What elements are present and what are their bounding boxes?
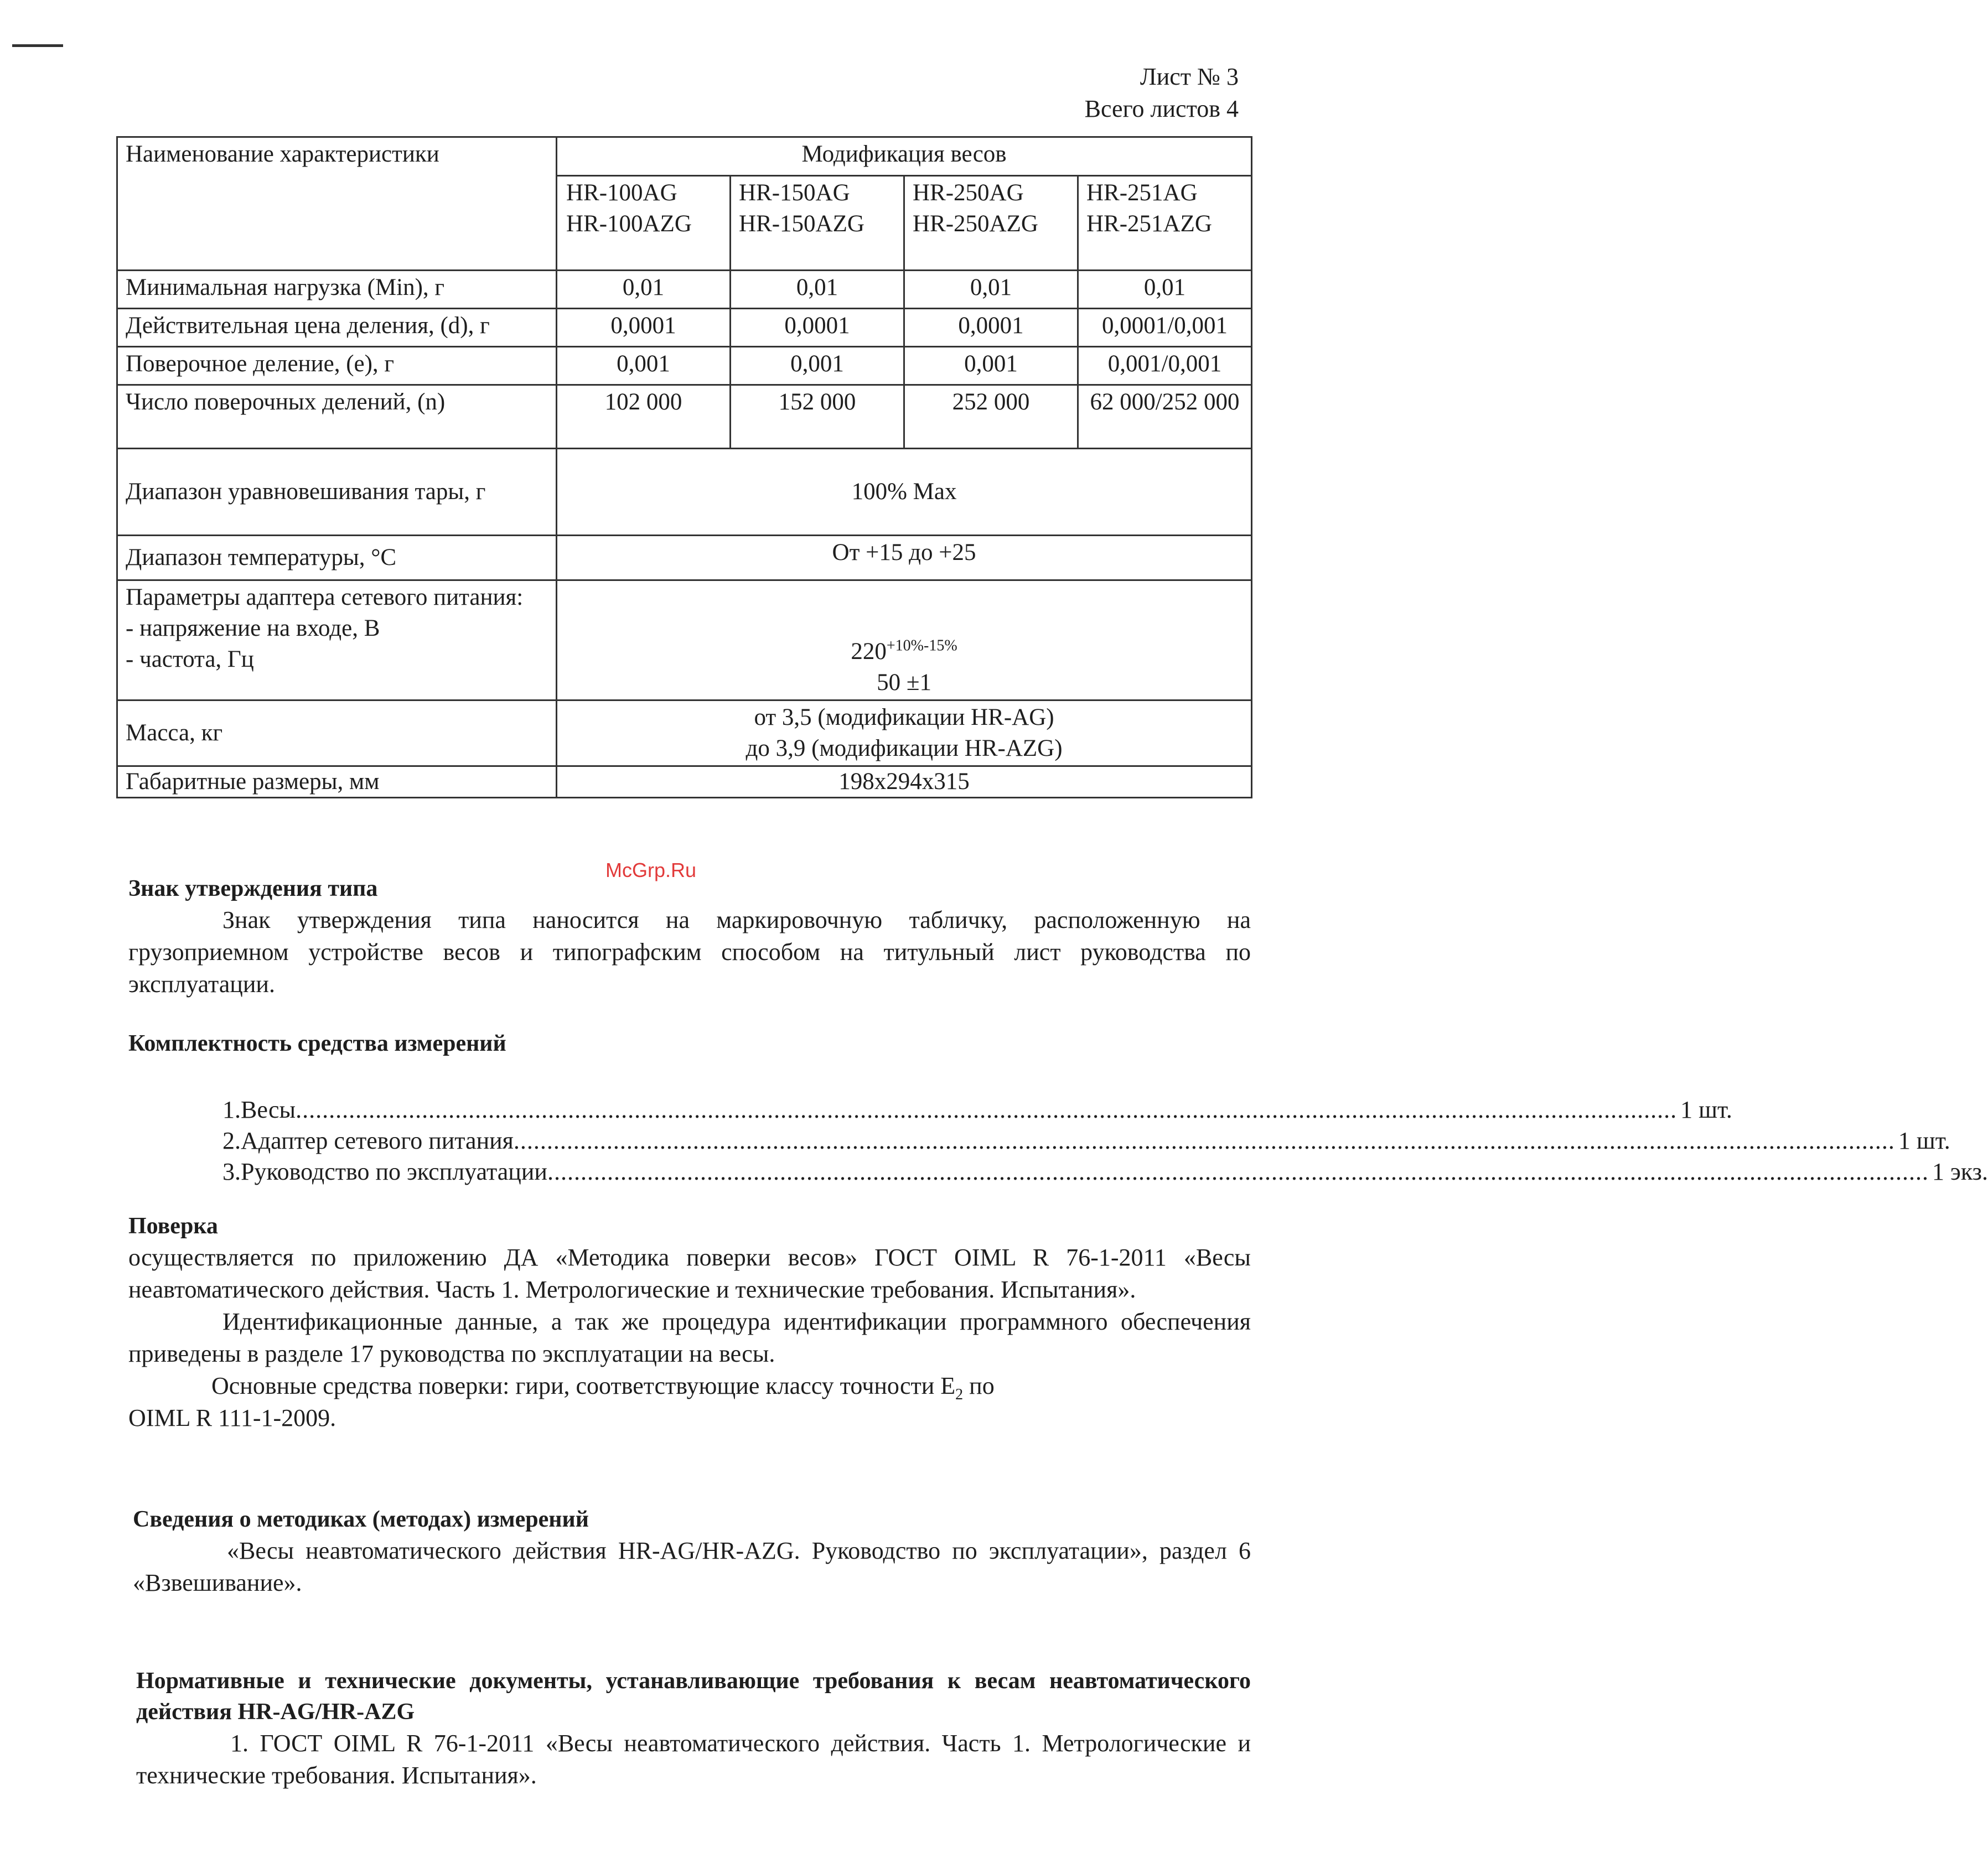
paragraph: OIML R 111-1-2009. <box>128 1404 336 1431</box>
cell-value: От +15 до +25 <box>557 536 1252 580</box>
sheet-info <box>1085 61 1239 125</box>
cell-value: от 3,5 (модификации HR-AG) до 3,9 (модификации HR-AZG) <box>557 700 1252 766</box>
paragraph: Основные средства поверки: гири, соответствующие классу точности $E_2$ по <box>211 1372 995 1403</box>
table-row <box>117 580 1252 700</box>
model-cell: HR-150AG HR-150AZG <box>731 176 904 271</box>
row-label: Действительная цена деления, (d), г <box>117 309 557 347</box>
total-sheets: Всего листов 4 <box>1084 95 1239 122</box>
cell-value: 198x294x315 <box>557 766 1252 798</box>
model-cell: HR-251AG HR-251AZG <box>1078 176 1252 271</box>
model-cell: HR-250AG HR-250AZG <box>904 176 1078 271</box>
dot-leader: ................................................................................................................................................................................................................ <box>547 1158 1929 1185</box>
sheet-number: Лист № 3 <box>1140 63 1239 90</box>
cell-value: 0,01 <box>731 271 904 309</box>
completeness-list <box>222 1094 1988 1187</box>
spec-table <box>116 136 1252 798</box>
list-item: 2. Адаптер сетевого питания ................................................................................................................................................................................................................ 1 шт. <box>222 1125 1251 1156</box>
cell-value: 0,0001 <box>731 309 904 347</box>
paragraph: «Весы неавтоматического действия HR-AG/HR-AZG. Руководство по эксплуатации», раздел 6 «Взвешивание». <box>133 1537 1251 1596</box>
corner-mark <box>12 44 63 47</box>
section-title: Комплектность средства измерений <box>128 1031 506 1056</box>
cell-value: 0,001 <box>557 347 731 385</box>
cell-value: 0,0001/0,001 <box>1078 309 1252 347</box>
model-cell: HR-100AG HR-100AZG <box>557 176 731 271</box>
table-row <box>117 309 1252 347</box>
paragraph: Знак утверждения типа наносится на маркировочную табличку, расположенную на грузоприемном устройстве весов и типографским способом на титульный лист руководства по эксплуатации. <box>128 906 1251 998</box>
cell-value: 252 000 <box>904 385 1078 449</box>
table-row <box>117 347 1252 385</box>
row-label: Масса, кг <box>117 700 557 766</box>
cell-value: 0,001 <box>904 347 1078 385</box>
table-row <box>117 385 1252 449</box>
watermark: McGrp.Ru <box>605 859 697 881</box>
table-header-row <box>117 137 1252 176</box>
modification-header-cell: Модификация весов <box>557 137 1252 176</box>
table-row <box>117 766 1252 798</box>
row-label: Диапазон температуры, °С <box>117 536 557 580</box>
cell-value: 0,001/0,001 <box>1078 347 1252 385</box>
cell-value: 0,0001 <box>557 309 731 347</box>
row-label: Поверочное деление, (e), г <box>117 347 557 385</box>
section-title: Поверка <box>128 1213 218 1239</box>
row-label: Габаритные размеры, мм <box>117 766 557 798</box>
type-approval-section <box>128 873 1251 1000</box>
cell-value: 152 000 <box>731 385 904 449</box>
cell-value: 62 000/252 000 <box>1078 385 1252 449</box>
list-item: 1. Весы ................................................................................................................................................................................................................ 1 шт. <box>222 1094 1251 1125</box>
section-title: Нормативные и технические документы, устанавливающие требования к весам неавтоматического действия HR-AG/HR-AZG <box>136 1668 1251 1725</box>
table-row <box>117 271 1252 309</box>
row-label: Минимальная нагрузка (Min), г <box>117 271 557 309</box>
cell-value: 100% Max <box>557 449 1252 536</box>
verification-section <box>128 1211 1251 1434</box>
cell-value: 0,001 <box>731 347 904 385</box>
table-row <box>117 700 1252 766</box>
dot-leader: ................................................................................................................................................................................................................ <box>513 1127 1895 1154</box>
adapter-value-cell: $220^{+10\%-15\%}$ 50 ±1 <box>557 580 1252 700</box>
paragraph: 1. ГОСТ OIML R 76-1-2011 «Весы неавтоматического действия. Часть 1. Метрологические и технические требования. Испытания». <box>136 1730 1251 1789</box>
table-row <box>117 449 1252 536</box>
methods-section <box>133 1504 1251 1599</box>
normative-section <box>136 1665 1251 1792</box>
dot-leader: ................................................................................................................................................................................................................ <box>296 1096 1678 1123</box>
cell-value: 0,01 <box>904 271 1078 309</box>
row-label: Число поверочных делений, (n) <box>117 385 557 449</box>
cell-value: 0,01 <box>1078 271 1252 309</box>
paragraph: Идентификационные данные, а так же процедура идентификации программного обеспечения приведены в разделе 17 руководства по эксплуатации на весы. <box>128 1308 1251 1367</box>
cell-value: 0,01 <box>557 271 731 309</box>
cell-value: 102 000 <box>557 385 731 449</box>
section-title: Знак утверждения типа <box>128 876 378 901</box>
row-label: Диапазон уравновешивания тары, г <box>117 449 557 536</box>
table-row <box>117 536 1252 580</box>
completeness-section <box>128 1028 1251 1059</box>
col-header-cell: Наименование характеристики <box>117 137 557 271</box>
cell-value: 0,0001 <box>904 309 1078 347</box>
paragraph: осуществляется по приложению ДА «Методика поверки весов» ГОСТ OIML R 76-1-2011 «Весы неавтоматического действия. Часть 1. Метрологические и технические требования. Испытания». <box>128 1244 1251 1303</box>
section-title: Сведения о методиках (методах) измерений <box>133 1507 589 1532</box>
list-item: 3. Руководство по эксплуатации ................................................................................................................................................................................................................ 1 экз. <box>222 1156 1251 1187</box>
adapter-label-cell: Параметры адаптера сетевого питания: - напряжение на входе, В - частота, Гц <box>117 580 557 700</box>
